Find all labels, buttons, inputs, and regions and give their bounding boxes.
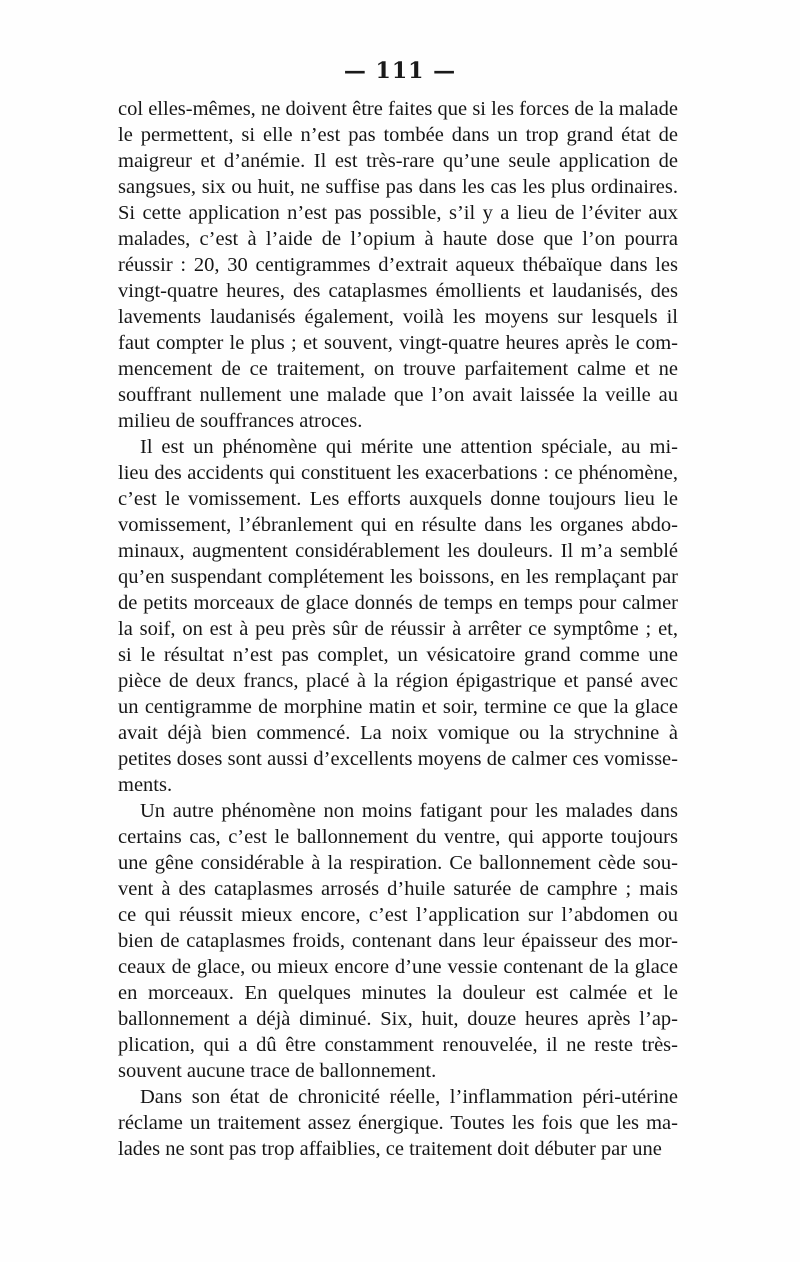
text-line: vingt-quatre heures, des cataplasmes émollients et laudanisés, des (118, 280, 678, 302)
text-line: ceaux de glace, ou mieux encore d’une vessie contenant de la glace (118, 956, 678, 978)
text-line: de petits morceaux de glace donnés de temps en temps pour calmer (118, 592, 678, 614)
text-line: bien de cataplasmes froids, contenant dans leur épaisseur des mor- (118, 930, 678, 952)
paragraph (118, 798, 678, 1084)
text-line: réclame un traitement assez énergique. Toutes les fois que les ma- (118, 1112, 678, 1134)
text-line: milieu de souffrances atroces. (118, 410, 363, 432)
text-line: souffrant nullement une malade que l’on avait laissée la veille au (118, 384, 678, 406)
text-line: le permettent, si elle n’est pas tombée dans un trop grand état de (118, 124, 678, 146)
text-line: pièce de deux francs, placé à la région épigastrique et pansé avec (118, 670, 678, 692)
text-line: une gêne considérable à la respiration. Ce ballonnement cède sou- (118, 852, 678, 874)
text-line: vent à des cataplasmes arrosés d’huile saturée de camphre ; mais (118, 878, 678, 900)
text-line: mencement de ce traitement, on trouve parfaitement calme et ne (118, 358, 678, 380)
text-line: lieu des accidents qui constituent les exacerbations : ce phénomène, (118, 462, 678, 484)
text-line: plication, qui a dû être constamment renouvelée, il ne reste très- (118, 1034, 678, 1056)
text-line: petites doses sont aussi d’excellents moyens de calmer ces vomisse- (118, 748, 678, 770)
body-text (118, 96, 678, 1162)
text-line: souvent aucune trace de ballonnement. (118, 1060, 437, 1082)
text-line: Il est un phénomène qui mérite une attention spéciale, au mi- (140, 436, 678, 458)
text-line: vomissement, l’ébranlement qui en résulte dans les organes abdo- (118, 514, 678, 536)
page-number: — 111 — (343, 58, 457, 84)
text-line: certains cas, c’est le ballonnement du ventre, qui apporte toujours (118, 826, 678, 848)
text-line: lavements laudanisés également, voilà les moyens sur lesquels il (118, 306, 678, 328)
text-line: c’est le vomissement. Les efforts auxquels donne toujours lieu le (118, 488, 678, 510)
paragraph (118, 96, 678, 434)
text-line: Si cette application n’est pas possible, s’il y a lieu de l’éviter aux (118, 202, 678, 224)
text-line: maigreur et d’anémie. Il est très-rare qu’une seule application de (118, 150, 678, 172)
text-line: ments. (118, 774, 173, 796)
text-line: ce qui réussit mieux encore, c’est l’application sur l’abdomen ou (118, 904, 678, 926)
text-line: en morceaux. En quelques minutes la douleur est calmée et le (118, 982, 678, 1004)
text-line: lades ne sont pas trop affaiblies, ce traitement doit débuter par une (118, 1138, 662, 1160)
text-line: si le résultat n’est pas complet, un vésicatoire grand comme une (118, 644, 678, 666)
text-line: col elles-mêmes, ne doivent être faites que si les forces de la malade (118, 98, 678, 120)
paragraph (118, 1084, 678, 1162)
text-line: avait déjà bien commencé. La noix vomique ou la strychnine à (118, 722, 678, 744)
text-line: minaux, augmentent considérablement les douleurs. Il m’a semblé (118, 540, 678, 562)
text-line: ballonnement a déjà diminué. Six, huit, douze heures après l’ap- (118, 1008, 678, 1030)
text-line: la soif, on est à peu près sûr de réussir à arrêter ce symptôme ; et, (118, 618, 678, 640)
text-line: sangsues, six ou huit, ne suffise pas dans les cas les plus ordinaires. (118, 176, 678, 198)
text-line: réussir : 20, 30 centigrammes d’extrait aqueux thébaïque dans les (118, 254, 678, 276)
text-line: qu’en suspendant complétement les boissons, en les remplaçant par (118, 566, 678, 588)
paragraph (118, 434, 678, 798)
text-line: faut compter le plus ; et souvent, vingt-quatre heures après le com- (118, 332, 678, 354)
text-line: Un autre phénomène non moins fatigant pour les malades dans (140, 800, 678, 822)
text-line: malades, c’est à l’aide de l’opium à haute dose que l’on pourra (118, 228, 678, 250)
text-line: Dans son état de chronicité réelle, l’inflammation péri-utérine (140, 1086, 678, 1108)
text-line: un centigramme de morphine matin et soir, termine ce que la glace (118, 696, 678, 718)
